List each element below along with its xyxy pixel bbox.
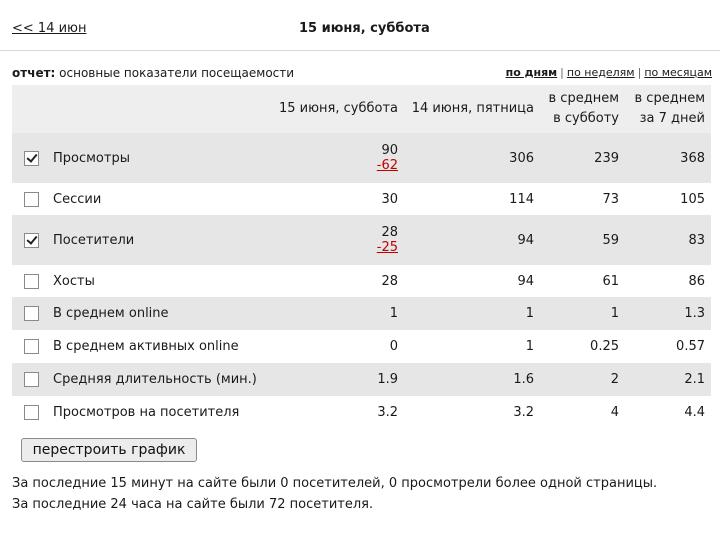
period-switcher: [506, 66, 712, 79]
table-row: [12, 265, 711, 297]
today-value: 0: [389, 339, 398, 354]
table-row: [12, 363, 711, 396]
metric-checkbox[interactable]: [24, 192, 39, 207]
today-value: 28: [381, 225, 398, 240]
report-label: отчет:: [12, 66, 56, 80]
metric-cell: [12, 215, 270, 265]
value-yesterday: 94: [404, 265, 540, 297]
today-value: 3.2: [377, 404, 398, 420]
header-yesterday: 14 июня, пятница: [404, 85, 540, 133]
value-avg-saturday: 4: [540, 396, 625, 428]
today-value: 28: [381, 273, 398, 289]
stats-table: [12, 85, 711, 428]
value-yesterday: 3.2: [404, 396, 540, 428]
rebuild-chart-button[interactable]: перестроить график: [21, 438, 197, 462]
metric-cell: [12, 183, 270, 215]
metric-label: В среднем online: [53, 306, 169, 321]
metric-cell: [12, 297, 270, 330]
separator: |: [637, 66, 642, 79]
metric-cell: [12, 265, 270, 297]
value-avg-saturday: 61: [540, 265, 625, 297]
value-today: [270, 133, 404, 183]
table-row: [12, 330, 711, 363]
value-avg-7-days: 2.1: [625, 363, 711, 396]
value-avg-7-days: 4.4: [625, 396, 711, 428]
value-today: [270, 183, 404, 215]
header-avg-saturday: в среднем в субботу: [540, 85, 625, 133]
value-avg-7-days: 0.57: [625, 330, 711, 363]
value-today: [270, 330, 404, 363]
metric-label: Посетители: [53, 232, 135, 248]
metric-label: Сессии: [53, 191, 102, 207]
value-today: [270, 265, 404, 297]
today-value: 1.9: [377, 372, 398, 387]
metric-label: Средняя длительность (мин.): [53, 372, 257, 387]
period-by-month[interactable]: по месяцам: [644, 66, 712, 79]
value-today: [270, 363, 404, 396]
table-header-row: [12, 85, 711, 133]
table-row: [12, 297, 711, 330]
separator: |: [560, 66, 564, 79]
value-avg-saturday: 2: [540, 363, 625, 396]
table-row: [12, 396, 711, 428]
metric-cell: [12, 133, 270, 183]
today-value: 30: [381, 191, 398, 207]
table-row: [12, 215, 711, 265]
value-yesterday: 306: [404, 133, 540, 183]
metric-checkbox[interactable]: [24, 306, 39, 321]
metric-label: Просмотров на посетителя: [53, 404, 240, 420]
value-avg-saturday: 0.25: [540, 330, 625, 363]
value-yesterday: 1: [404, 330, 540, 363]
change-link[interactable]: -62: [376, 158, 398, 173]
value-yesterday: 1.6: [404, 363, 540, 396]
value-avg-7-days: 368: [625, 133, 711, 183]
header-avg-7-days: в среднем за 7 дней: [625, 85, 711, 133]
divider: [0, 50, 720, 51]
top-navigation: [0, 0, 720, 52]
metric-checkbox[interactable]: [24, 274, 39, 289]
previous-day-link[interactable]: << 14 июн: [12, 21, 87, 36]
value-today: [270, 215, 404, 265]
metric-label: Хосты: [53, 273, 95, 289]
period-by-day[interactable]: по дням: [505, 66, 558, 79]
metric-cell: [12, 363, 270, 396]
value-avg-saturday: 59: [540, 215, 625, 265]
today-value: 1: [389, 306, 398, 321]
value-yesterday: 94: [404, 215, 540, 265]
value-avg-7-days: 1.3: [625, 297, 711, 330]
value-avg-saturday: 73: [540, 183, 625, 215]
metric-label: В среднем активных online: [53, 339, 239, 354]
metric-checkbox[interactable]: [24, 233, 39, 248]
info-last-24-hours: За последние 24 часа на сайте были 72 посетителя.: [12, 497, 374, 512]
current-day-title: 15 июня, суббота: [299, 21, 430, 36]
value-avg-7-days: 83: [625, 215, 711, 265]
header-empty: [12, 85, 270, 133]
metric-cell: [12, 396, 270, 428]
header-today: 15 июня, суббота: [270, 85, 404, 133]
metric-checkbox[interactable]: [24, 151, 39, 166]
value-today: [270, 297, 404, 330]
metric-checkbox[interactable]: [24, 339, 39, 354]
value-avg-saturday: 1: [540, 297, 625, 330]
value-yesterday: 1: [404, 297, 540, 330]
value-avg-7-days: 86: [625, 265, 711, 297]
value-today: [270, 396, 404, 428]
report-header: [12, 66, 712, 82]
table-row: [12, 183, 711, 215]
change-link[interactable]: -25: [376, 240, 398, 255]
value-avg-saturday: 239: [540, 133, 625, 183]
value-avg-7-days: 105: [625, 183, 711, 215]
period-by-week[interactable]: по неделям: [566, 66, 635, 79]
info-last-15-minutes: За последние 15 минут на сайте были 0 посетителей, 0 просмотрели более одной страницы.: [12, 476, 658, 491]
report-title: основные показатели посещаемости: [59, 66, 295, 80]
metric-cell: [12, 330, 270, 363]
table-row: [12, 133, 711, 183]
value-yesterday: 114: [404, 183, 540, 215]
today-value: 90: [381, 143, 398, 158]
metric-checkbox[interactable]: [24, 405, 39, 420]
metric-label: Просмотры: [53, 150, 130, 166]
metric-checkbox[interactable]: [24, 372, 39, 387]
